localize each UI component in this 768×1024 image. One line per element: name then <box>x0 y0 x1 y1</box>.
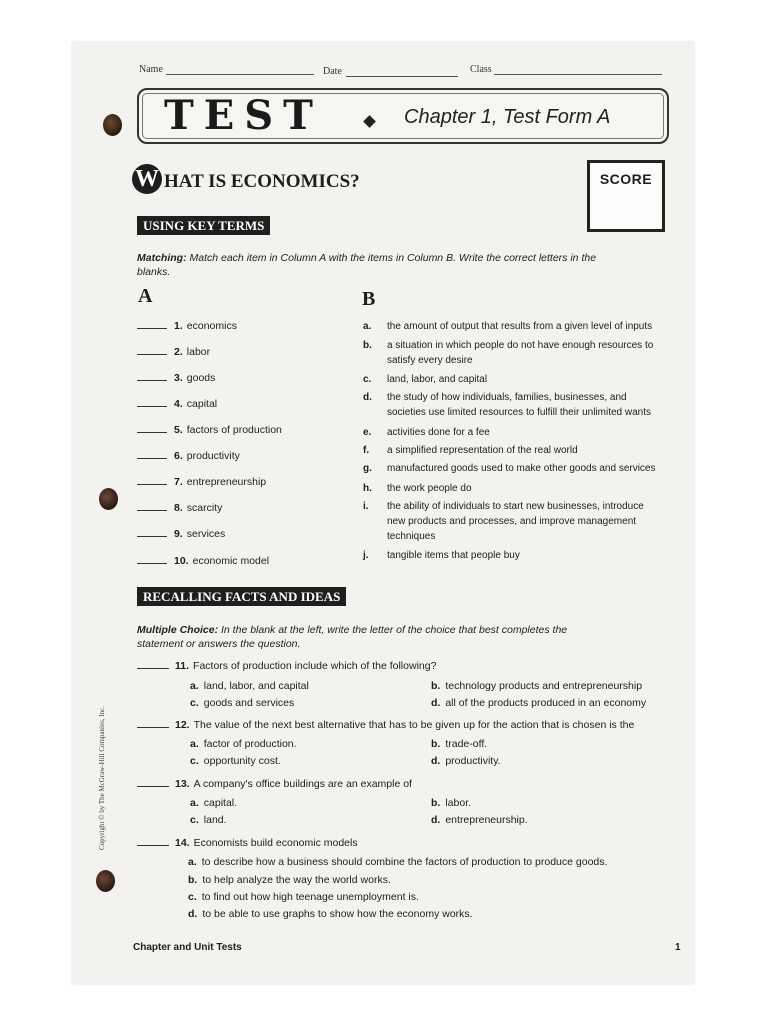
column-b-item <box>363 390 663 420</box>
item-number: 6. <box>174 450 183 462</box>
item-letter: h. <box>363 483 372 494</box>
choice-letter: c. <box>190 814 199 826</box>
matching-instructions <box>137 251 597 279</box>
multiple-choice-instructions <box>137 623 597 651</box>
choice-letter: b. <box>431 680 441 692</box>
choice-letter: a. <box>190 738 199 750</box>
answer-choice <box>431 680 642 692</box>
definition-text: land, labor, and capital <box>387 374 488 385</box>
question-number: 14. <box>175 837 190 849</box>
column-b-item <box>363 372 663 387</box>
instructions-lead: Multiple Choice: <box>137 624 219 636</box>
item-number: 4. <box>174 398 183 410</box>
answer-choice <box>188 891 419 903</box>
test-heading: TEST <box>164 92 323 139</box>
choice-text: productivity. <box>445 755 501 767</box>
choice-letter: d. <box>431 814 441 826</box>
answer-blank[interactable] <box>137 380 167 381</box>
item-letter: e. <box>363 427 372 438</box>
item-letter: d. <box>363 392 372 403</box>
answer-choice <box>188 908 473 920</box>
answer-blank[interactable] <box>137 668 169 669</box>
answer-choice <box>190 814 227 826</box>
item-number: 2. <box>174 346 183 358</box>
column-a-item <box>137 346 210 358</box>
column-b-heading: B <box>362 288 376 310</box>
choice-letter: b. <box>188 874 198 886</box>
answer-blank[interactable] <box>137 354 167 355</box>
column-a-item <box>137 450 240 462</box>
term-text: scarcity <box>186 502 223 514</box>
answer-blank[interactable] <box>137 727 169 728</box>
choice-text: trade-off. <box>445 738 488 750</box>
answer-blank[interactable] <box>137 563 167 564</box>
definition-text: tangible items that people buy <box>387 550 520 561</box>
question-stem <box>137 719 634 731</box>
column-b-item <box>363 461 663 476</box>
term-text: productivity <box>186 450 240 462</box>
column-a-item <box>137 424 282 436</box>
term-text: factors of production <box>186 424 282 436</box>
section-heading-key-terms: USING KEY TERMS <box>137 216 270 235</box>
item-letter: a. <box>363 321 372 332</box>
column-b-item <box>363 443 663 458</box>
instructions-body: Match each item in Column A with the items in Column B. Write the correct letters in the blanks. <box>137 252 597 278</box>
item-letter: c. <box>363 374 372 385</box>
column-a-item <box>137 476 266 488</box>
choice-letter: c. <box>188 891 197 903</box>
binder-hole <box>99 488 118 510</box>
item-letter: f. <box>363 445 370 456</box>
item-number: 3. <box>174 372 183 384</box>
instructions-lead: Matching: <box>137 252 187 264</box>
class-label: Class <box>470 64 492 75</box>
name-label: Name <box>139 64 163 75</box>
score-label: SCORE <box>599 171 653 187</box>
answer-choice <box>188 856 607 868</box>
answer-choice <box>431 738 487 750</box>
binder-hole <box>103 114 122 136</box>
choice-text: to help analyze the way the world works. <box>202 874 391 886</box>
item-letter: j. <box>363 550 369 561</box>
term-text: economic model <box>192 555 270 567</box>
answer-choice <box>431 697 646 709</box>
choice-letter: c. <box>190 697 199 709</box>
item-number: 5. <box>174 424 183 436</box>
column-b-item <box>363 499 663 544</box>
question-number: 11. <box>175 660 190 672</box>
instructions-body: In the blank at the left, write the letter of the choice that best completes the statement or answers the question. <box>137 624 568 650</box>
column-b-item <box>363 481 663 496</box>
answer-choice <box>431 814 528 826</box>
answer-choice <box>190 797 237 809</box>
choice-text: entrepreneurship. <box>445 814 528 826</box>
item-letter: b. <box>363 340 372 351</box>
question-number: 13. <box>175 778 190 790</box>
choice-letter: d. <box>431 755 441 767</box>
definition-text: a simplified representation of the real world <box>387 445 578 456</box>
choice-letter: a. <box>188 856 197 868</box>
name-field[interactable] <box>166 74 314 75</box>
choice-text: technology products and entrepreneurship <box>445 680 643 692</box>
answer-choice <box>431 755 501 767</box>
choice-letter: b. <box>431 738 441 750</box>
answer-blank[interactable] <box>137 510 167 511</box>
item-letter: i. <box>363 501 369 512</box>
choice-letter: b. <box>431 797 441 809</box>
definition-text: activities done for a fee <box>387 427 490 438</box>
question-text: The value of the next best alternative that has to be given up for the action that is chosen is the <box>193 719 635 731</box>
copyright-notice: Copyright © by The McGraw-Hill Companies, Inc. <box>98 706 106 850</box>
item-number: 9. <box>174 528 183 540</box>
item-number: 8. <box>174 502 183 514</box>
choice-letter: a. <box>190 797 199 809</box>
answer-choice <box>190 680 309 692</box>
column-a-heading: A <box>138 285 153 307</box>
question-stem <box>137 837 358 849</box>
page-title: HAT IS ECONOMICS? <box>164 171 360 192</box>
answer-blank[interactable] <box>137 328 167 329</box>
answer-blank[interactable] <box>137 484 167 485</box>
date-field[interactable] <box>346 76 458 77</box>
answer-blank[interactable] <box>137 845 169 846</box>
date-label: Date <box>323 66 342 77</box>
definition-text: the amount of output that results from a given level of inputs <box>387 321 653 332</box>
column-b-item <box>363 338 663 368</box>
answer-blank[interactable] <box>137 406 167 407</box>
choice-text: opportunity cost. <box>203 755 281 767</box>
choice-text: labor. <box>445 797 472 809</box>
choice-text: capital. <box>203 797 238 809</box>
column-a-item <box>137 528 225 540</box>
question-number: 12. <box>175 719 190 731</box>
column-a-item <box>137 320 237 332</box>
choice-text: to find out how high teenage unemployment is. <box>201 891 419 903</box>
term-text: entrepreneurship <box>186 476 267 488</box>
answer-choice <box>188 874 391 886</box>
choice-text: to describe how a business should combine the factors of production to produce goods. <box>201 856 608 868</box>
definition-text: the study of how individuals, families, businesses, and societies use limited resources to fulfill their unlimited wants <box>387 392 651 418</box>
column-b-item <box>363 425 663 440</box>
chapter-heading: Chapter 1, Test Form A <box>404 106 611 128</box>
question-text: Economists build economic models <box>193 837 358 849</box>
footer-title: Chapter and Unit Tests <box>133 942 242 953</box>
choice-text: all of the products produced in an economy <box>445 697 647 709</box>
title-initial: W <box>132 164 162 194</box>
item-letter: g. <box>363 463 372 474</box>
binder-hole <box>96 870 115 892</box>
column-b-item <box>363 319 663 334</box>
term-text: capital <box>186 398 218 410</box>
choice-letter: c. <box>190 755 199 767</box>
item-number: 7. <box>174 476 183 488</box>
term-text: labor <box>186 346 211 358</box>
choice-text: factor of production. <box>203 738 297 750</box>
term-text: services <box>186 528 226 540</box>
answer-choice <box>190 697 294 709</box>
answer-choice <box>190 755 281 767</box>
question-stem <box>137 660 436 672</box>
score-box[interactable] <box>587 160 665 232</box>
question-text: A company's office buildings are an example of <box>193 778 412 790</box>
choice-text: goods and services <box>203 697 295 709</box>
choice-letter: d. <box>431 697 441 709</box>
definition-text: the ability of individuals to start new businesses, introduce new products and processes, and improve management techniques <box>387 501 644 542</box>
answer-blank[interactable] <box>137 536 167 537</box>
class-field[interactable] <box>494 74 662 75</box>
answer-blank[interactable] <box>137 786 169 787</box>
choice-letter: a. <box>190 680 199 692</box>
choice-text: land. <box>203 814 227 826</box>
answer-choice <box>190 738 297 750</box>
question-stem <box>137 778 412 790</box>
section-heading-recalling-facts: RECALLING FACTS AND IDEAS <box>137 587 346 606</box>
definition-text: a situation in which people do not have enough resources to satisfy every desire <box>387 340 654 366</box>
choice-text: to be able to use graphs to show how the economy works. <box>202 908 473 920</box>
choice-letter: d. <box>188 908 198 920</box>
question-text: Factors of production include which of the following? <box>193 660 437 672</box>
answer-blank[interactable] <box>137 458 167 459</box>
term-text: goods <box>186 372 216 384</box>
definition-text: the work people do <box>387 483 472 494</box>
answer-choice <box>431 797 471 809</box>
answer-blank[interactable] <box>137 432 167 433</box>
column-a-item <box>137 555 269 567</box>
column-a-item <box>137 372 215 384</box>
choice-text: land, labor, and capital <box>203 680 309 692</box>
definition-text: manufactured goods used to make other goods and services <box>387 463 656 474</box>
term-text: economics <box>186 320 237 332</box>
item-number: 1. <box>174 320 183 332</box>
column-a-item <box>137 398 217 410</box>
column-b-item <box>363 548 663 563</box>
page-number: 1 <box>675 942 681 953</box>
item-number: 10. <box>174 555 189 567</box>
column-a-item <box>137 502 222 514</box>
